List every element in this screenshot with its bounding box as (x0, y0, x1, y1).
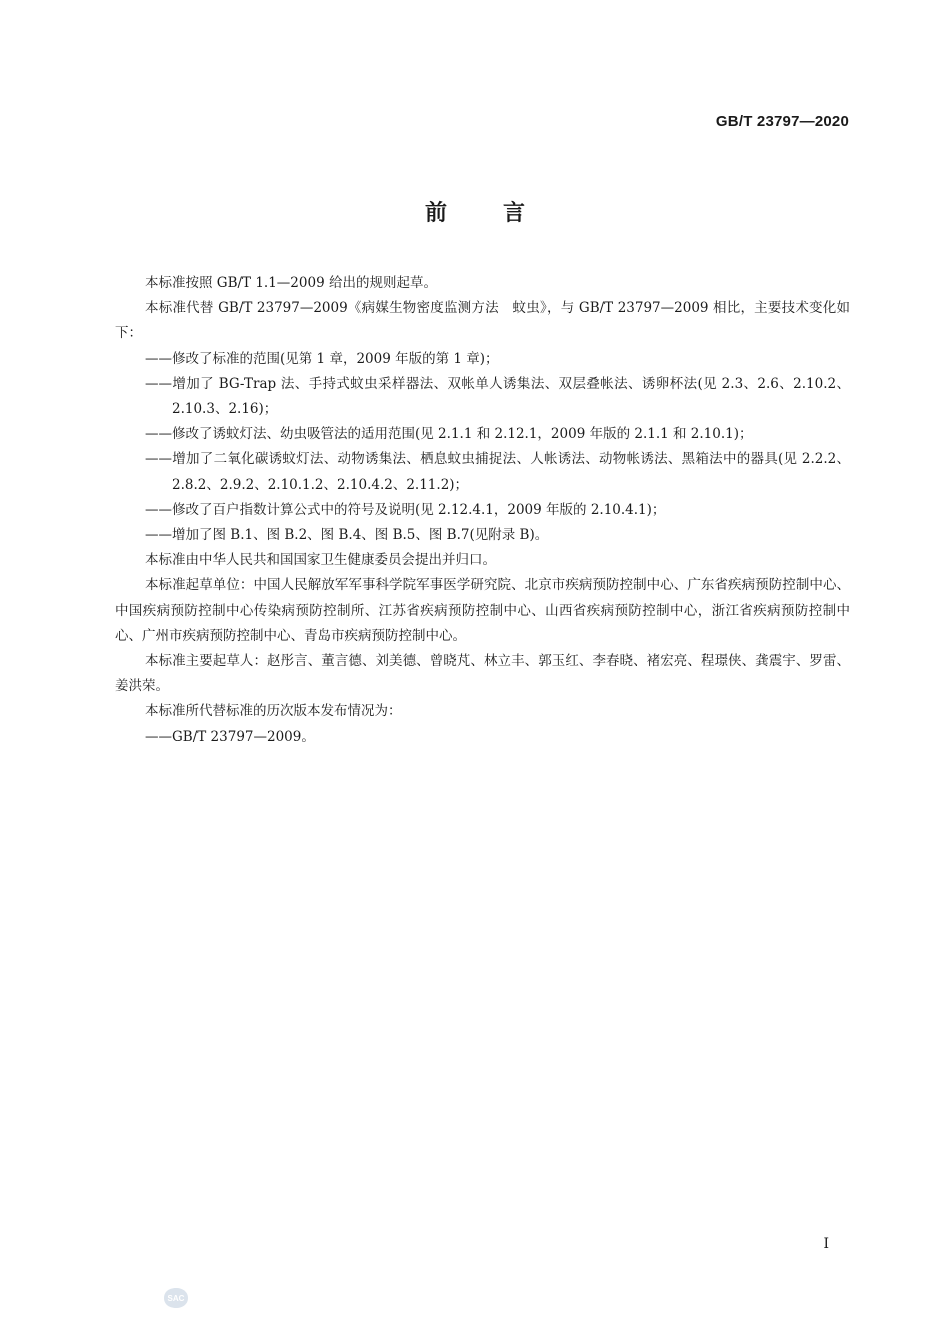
change-item-scope: ——修改了标准的范围(见第 1 章，2009 年版的第 1 章)； (145, 350, 499, 367)
paragraph-proposer: 本标准由中华人民共和国国家卫生健康委员会提出并归口。 (145, 552, 496, 569)
sac-logo-icon (160, 1286, 190, 1310)
sac-logo-text: SAC (167, 1294, 185, 1303)
change-item-added-methods: ——增加了 BG-Trap 法、手持式蚊虫采样器法、双帐单人诱集法、双层叠帐法、诱卵杯法(见 2.3、2.6、2.10.2、2.10.3、2.16)； (145, 375, 850, 418)
paragraph-version-history: 本标准所代替标准的历次版本发布情况为： (145, 703, 402, 720)
paragraph-drafting-units: 本标准起草单位：中国人民解放军军事科学院军事医学研究院、北京市疾病预防控制中心、广东省疾病预防控制中心、中国疾病预防控制中心传染病预防控制所、江苏省疾病预防控制中心、山西省疾病预防控制中心，浙江省疾病预防控制中心、广州市疾病预防控制中心、青岛市疾病预防控制中心。 (115, 577, 850, 644)
paragraph-drafters: 本标准主要起草人：赵彤言、董言德、刘美德、曾晓芃、林立丰、郭玉红、李春晓、褚宏亮、程璟侠、龚震宇、罗雷、姜洪荣。 (115, 653, 850, 695)
page-title: 前言 (424, 201, 581, 226)
paragraph-drafting-rules: 本标准按照 GB/T 1.1—2009 给出的规则起草。 (145, 275, 437, 291)
change-item-added-apparatus: ——增加了二氧化碳诱蚊灯法、动物诱集法、栖息蚊虫捕捉法、人帐诱法、动物帐诱法、黑箱法中的器具(见 2.2.2、2.8.2、2.9.2、2.10.1.2、2.10.4.2、2.11.2)； (145, 451, 850, 493)
change-item-added-figures: ——增加了图 B.1、图 B.2、图 B.4、图 B.5、图 B.7(见附录 B)。 (145, 527, 549, 544)
standard-number: GB/T 23797—2020 (715, 113, 849, 130)
change-item-formula: ——修改了百户指数计算公式中的符号及说明(见 2.12.4.1，2009 年版的 2.10.4.1)； (145, 501, 666, 518)
paragraph-replacement: 本标准代替 GB/T 23797—2009《病媒生物密度监测方法 蚊虫》，与 GB/T 23797—2009 相比，主要技术变化如下： (115, 300, 850, 342)
version-history-item: ——GB/T 23797—2009。 (145, 728, 315, 745)
foreword-body (115, 271, 850, 750)
change-item-applicability: ——修改了诱蚊灯法、幼虫吸管法的适用范围(见 2.1.1 和 2.12.1，2009 年版的 2.1.1 和 2.10.1)； (145, 426, 753, 443)
page-number: I (823, 1236, 829, 1252)
